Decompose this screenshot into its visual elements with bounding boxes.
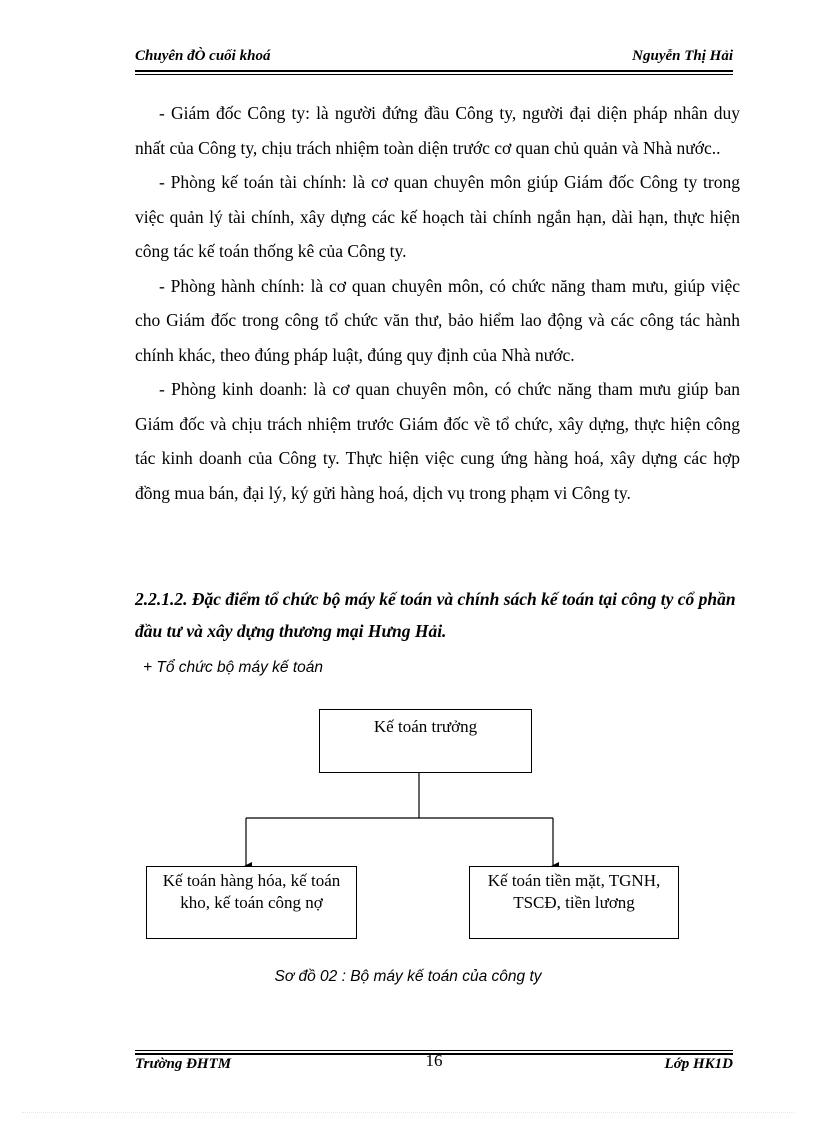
sub-item-heading: + Tổ chức bộ máy kế toán xyxy=(143,659,323,676)
header-rule xyxy=(135,70,733,72)
page-header xyxy=(135,48,733,72)
body-text xyxy=(135,96,740,510)
footer-class: Lớp HK1D xyxy=(664,1056,733,1072)
diagram-caption: Sơ đồ 02 : Bộ máy kế toán của công ty xyxy=(274,968,542,985)
page-number: 16 xyxy=(425,1051,443,1070)
node-chief-accountant: Kế toán trưởng xyxy=(319,709,532,773)
header-author: Nguyễn Thị Hải xyxy=(632,48,733,64)
paragraph-accounting: - Phòng kế toán tài chính: là cơ quan chuyên môn giúp Giám đốc Công ty trong việc quản lý tài chính, xây dựng các kế hoạch tài chính ngắn hạn, dài hạn, thực hiện công tác kế toán thống kê của Công ty. xyxy=(135,172,740,261)
page-edge xyxy=(22,1112,794,1113)
paragraph-admin: - Phòng hành chính: là cơ quan chuyên môn, có chức năng tham mưu, giúp việc cho Giám đốc trong công tổ chức văn thư, bảo hiểm lao động và các công tác hành chính khác, theo đúng pháp luật, đúng quy định của Nhà nước. xyxy=(135,275,740,365)
node-cash-accountant: Kế toán tiền mặt, TGNH, TSCĐ, tiền lương xyxy=(469,866,679,939)
section-heading: 2.2.1.2. Đặc điểm tổ chức bộ máy kế toán và chính sách kế toán tại công ty cổ phần đầu tư và xây dựng thương mại Hưng Hải. xyxy=(135,589,736,641)
node-goods-accountant: Kế toán hàng hóa, kế toán kho, kế toán công nợ xyxy=(146,866,357,939)
header-title: Chuyên đÒ cuối khoá xyxy=(135,48,271,64)
paragraph-business: - Phòng kinh doanh: là cơ quan chuyên môn, có chức năng tham mưu giúp ban Giám đốc và chịu trách nhiệm trước Giám đốc về tổ chức, xây dựng, thực hiện công tác kinh doanh của Công ty. Thực hiện việc cung ứng hàng hoá, xây dựng các hợp đồng mua bán, đại lý, ký gửi hàng hoá, dịch vụ trong phạm vi Công ty. xyxy=(135,379,740,503)
header-rule-thin xyxy=(135,74,733,75)
paragraph-director: - Giám đốc Công ty: là người đứng đầu Công ty, người đại diện pháp nhân duy nhất của Công ty, chịu trách nhiệm toàn diện trước cơ quan chủ quản và Nhà nước.. xyxy=(135,103,740,158)
footer-school: Trường ĐHTM xyxy=(135,1056,232,1072)
page-footer xyxy=(135,1053,733,1075)
